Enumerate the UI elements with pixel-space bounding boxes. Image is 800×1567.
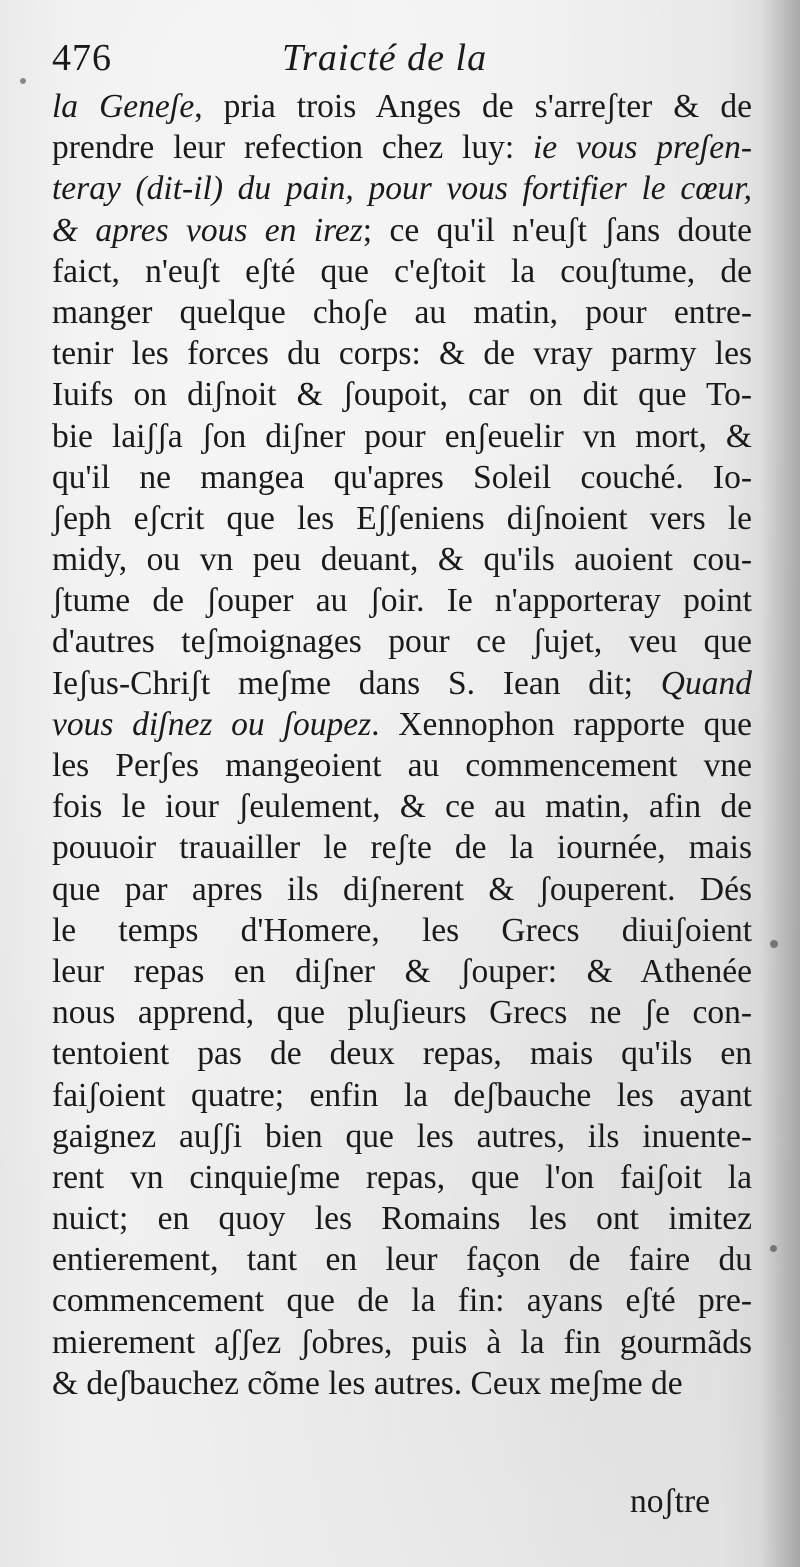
text-segment: prendre leur refection chez luy: <box>52 129 533 167</box>
text-line <box>52 1116 752 1157</box>
text-line <box>52 333 752 374</box>
text-segment: les Perʃes mangeoient au commencement vne <box>52 747 752 784</box>
text-line <box>52 1033 752 1074</box>
text-line <box>52 86 752 127</box>
text-line <box>52 951 752 992</box>
text-line <box>52 1075 752 1116</box>
text-line <box>52 127 752 168</box>
text-line <box>52 663 752 704</box>
text-line <box>52 786 752 827</box>
text-line <box>52 210 752 251</box>
text-segment: que par apres ils diʃnerent & ʃouperent. Dés <box>52 870 752 908</box>
text-line <box>52 621 752 662</box>
text-segment: entierement, tant en leur façon de faire du <box>52 1241 752 1279</box>
text-segment: manger quelque choʃe au matin, pour entre- <box>52 293 752 331</box>
text-line <box>52 704 752 745</box>
italic-segment: ie vous preʃen- <box>532 129 752 167</box>
text-segment: nous apprend, que pluʃieurs Grecs ne ʃe con- <box>52 994 752 1032</box>
text-segment: commencement que de la fin: ayans eʃté pre- <box>52 1282 752 1320</box>
text-line <box>52 910 752 951</box>
italic-segment: la Geneʃe <box>52 88 195 125</box>
text-line <box>52 1363 752 1404</box>
italic-segment: teray (dit-il) du pain, pour vous fortifier le cœur, <box>52 170 752 208</box>
running-title: Traicté de la <box>282 37 488 79</box>
text-line <box>52 292 752 333</box>
text-segment: ; ce qu'il n'euʃt ʃans doute <box>362 211 752 249</box>
text-line <box>52 374 752 415</box>
text-line <box>52 416 752 457</box>
text-segment: rent vn cinquieʃme repas, que l'on faiʃoit la <box>52 1158 752 1196</box>
text-line <box>52 1157 752 1198</box>
text-segment: mierement aʃʃez ʃobres, puis à la fin gourmãds <box>52 1323 752 1361</box>
text-line <box>52 869 752 910</box>
italic-segment: vous diʃnez ou ʃoupez <box>52 705 372 743</box>
text-segment: faict, n'euʃt eʃté que c'eʃtoit la couʃtume, de <box>52 252 752 290</box>
ink-speck <box>20 78 26 84</box>
ink-speck <box>770 940 778 948</box>
text-line <box>52 1322 752 1363</box>
text-line <box>52 745 752 786</box>
text-segment: d'autres teʃmoignages pour ce ʃujet, veu que <box>52 623 752 661</box>
text-segment: leur repas en diʃner & ʃouper: & Athenée <box>52 952 752 990</box>
text-line <box>52 1239 752 1280</box>
text-segment: gaignez auʃʃi bien que les autres, ils inuente- <box>52 1117 752 1155</box>
page-header <box>52 36 752 88</box>
text-segment: le temps d'Homere, les Grecs diuiʃoient <box>52 911 752 949</box>
text-segment: tenir les forces du corps: & de vray parmy les <box>52 335 752 373</box>
text-line <box>52 580 752 621</box>
text-segment: & deʃbauchez cõme les autres. Ceux meʃme de <box>52 1364 683 1402</box>
text-segment: nuict; en quoy les Romains les ont imitez <box>52 1200 752 1238</box>
text-segment: ʃeph eʃcrit que les Eʃʃeniens diʃnoient vers le <box>52 499 752 537</box>
text-line <box>52 1198 752 1239</box>
text-segment: fois le iour ʃeulement, & ce au matin, afin de <box>52 788 752 826</box>
text-segment: ʃtume de ʃouper au ʃoir. Ie n'apporteray point <box>52 582 752 620</box>
text-segment: Iuifs on diʃnoit & ʃoupoit, car on dit que To- <box>52 376 752 414</box>
text-line <box>52 251 752 292</box>
body-text <box>52 86 752 1404</box>
text-line <box>52 498 752 539</box>
text-segment: bie laiʃʃa ʃon diʃner pour enʃeuelir vn mort, & <box>52 417 752 455</box>
text-segment: faiʃoient quatre; enfin la deʃbauche les ayant <box>52 1076 752 1114</box>
text-segment: Ieʃus-Chriʃt meʃme dans S. Iean dit; <box>52 664 661 702</box>
text-segment: pouuoir trauailler le reʃte de la iournée, mais <box>52 829 752 867</box>
page-number: 476 <box>52 37 112 79</box>
text-line <box>52 992 752 1033</box>
text-segment: . Xennophon rapporte que <box>371 705 752 743</box>
italic-segment: & apres vous en irez <box>52 211 363 249</box>
text-line <box>52 539 752 580</box>
text-segment: tentoient pas de deux repas, mais qu'ils en <box>52 1035 752 1073</box>
page-edge-shadow <box>760 0 800 1567</box>
ink-speck <box>770 1245 777 1252</box>
text-line <box>52 168 752 209</box>
text-line <box>52 457 752 498</box>
text-segment: , pria trois Anges de s'arreʃter & de <box>194 88 752 125</box>
text-line <box>52 1280 752 1321</box>
catchword: noʃtre <box>630 1483 710 1520</box>
text-line <box>52 827 752 868</box>
italic-segment: Quand <box>660 664 752 702</box>
text-segment: qu'il ne mangea qu'apres Soleil couché. Io- <box>52 458 752 496</box>
text-segment: midy, ou vn peu deuant, & qu'ils auoient cou- <box>52 541 752 579</box>
